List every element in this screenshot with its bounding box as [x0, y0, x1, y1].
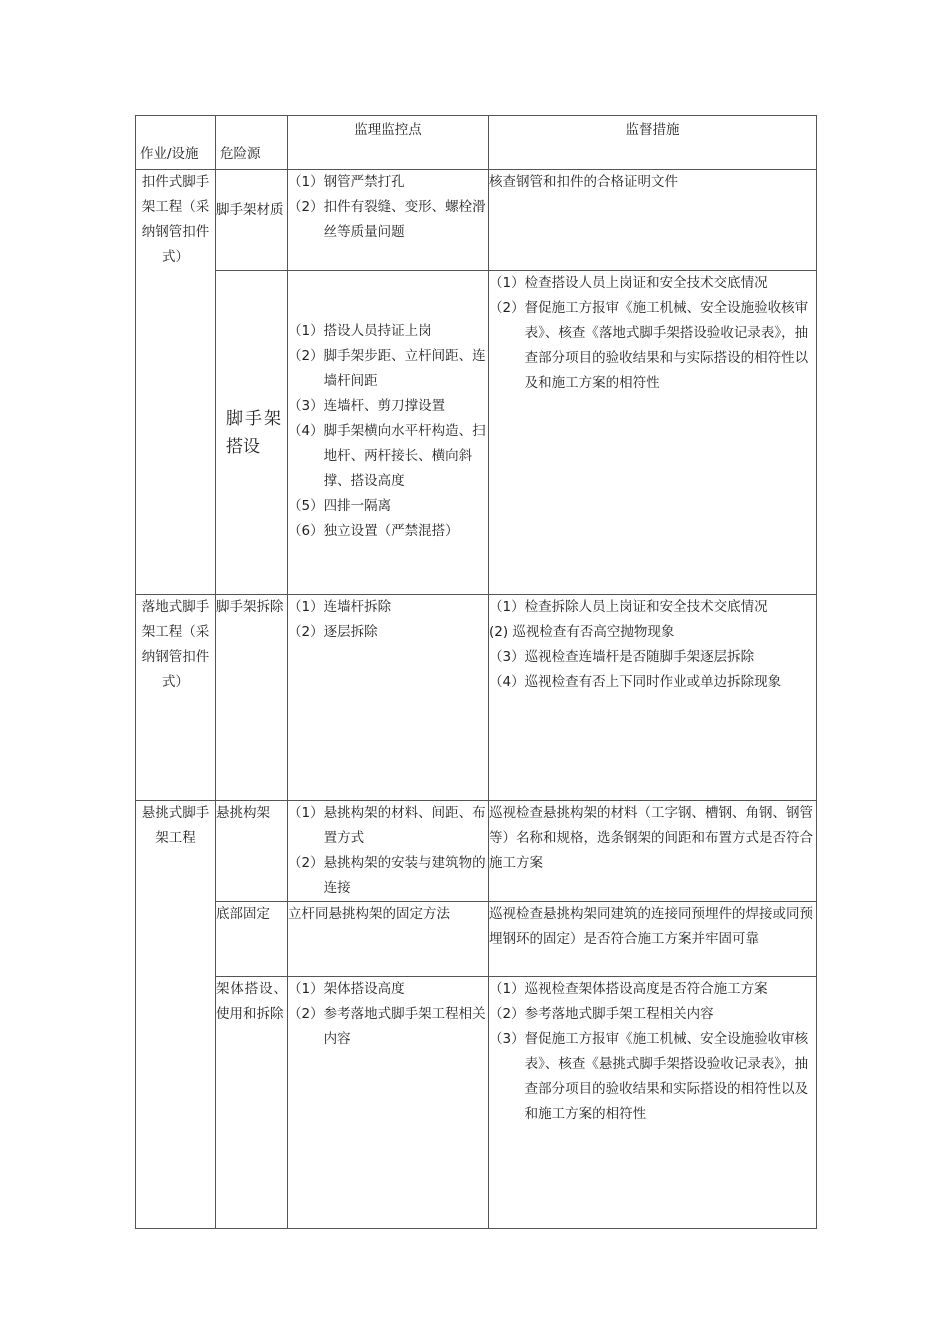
hazard-cell: 脚手架拆除 [216, 595, 288, 801]
list-item: （3） 督促施工方报审《施工机械、安全设施验收审核表》、核查《悬挑式脚手架搭设验收记录表》，抽查部分项目的验收结果和实际搭设的相符性以及和施工方案的相符性 [489, 1031, 809, 1122]
supervision-table [135, 115, 817, 1229]
category-cell: 扣件式脚手架工程（采纳钢管扣件式） [136, 170, 216, 595]
hazard-cell: 悬挑构架 [216, 801, 288, 902]
measures-cell [489, 902, 817, 977]
header-control-points: 监理监控点 [288, 116, 489, 170]
control-points-cell [288, 977, 489, 1229]
hazard-cell: 脚手架搭设 [216, 271, 288, 595]
list-item: （6） 独立设置（严禁混搭） [288, 523, 459, 539]
list-item: （2） 扣件有裂缝、变形、螺栓滑丝等质量问题 [288, 199, 486, 240]
measures-cell [489, 271, 817, 595]
category-cell: 悬挑式脚手架工程 [136, 801, 216, 1229]
hazard-cell: 脚手架材质 [216, 170, 288, 271]
header-measures: 监督措施 [489, 116, 817, 170]
measures-cell [489, 170, 817, 271]
control-points-cell [288, 595, 489, 801]
hazard-cell: 架体搭设、使用和拆除 [216, 977, 288, 1229]
list-item: （3） 连墙杆、剪刀撑设置 [288, 398, 446, 414]
list-item: （1） 检查拆除人员上岗证和安全技术交底情况 [489, 599, 768, 615]
list-item: （5） 四排一隔离 [288, 498, 392, 514]
list-item: （2） 参考落地式脚手架工程相关内容 [489, 1006, 714, 1022]
list-item: （2） 悬挑构架的安装与建筑物的连接 [288, 855, 486, 896]
measure-text: 核查钢管和扣件的合格证明文件 [489, 174, 678, 190]
list-item: （3） 巡视检查连墙杆是否随脚手架逐层拆除 [489, 649, 755, 665]
measure-text: 巡视检查悬挑构架同建筑的连接同预埋件的焊接或同预埋钢环的固定）是否符合施工方案并牢固可靠 [489, 906, 813, 947]
control-point-text: 立杆同悬挑构架的固定方法 [288, 906, 450, 922]
header-work-facility: 作业/设施 [136, 116, 216, 170]
list-item: （1） 连墙杆拆除 [288, 599, 392, 615]
list-item: （1） 悬挑构架的材料、间距、布置方式 [288, 805, 486, 846]
measure-text: 巡视检查悬挑构架的材料（工字钢、槽钢、角钢、钢管等）名称和规格，选条钢架的间距和布置方式是否符合施工方案 [489, 805, 813, 871]
control-points-cell [288, 271, 489, 595]
list-item: （1） 检查搭设人员上岗证和安全技术交底情况 [489, 275, 768, 291]
table-row [136, 170, 817, 271]
header-row [136, 116, 817, 170]
table-row [136, 271, 817, 595]
list-item: （4） 脚手架横向水平杆构造、扫地杆、两杆接长、横向斜撑、搭设高度 [288, 423, 486, 489]
table-row [136, 801, 817, 902]
table-row [136, 977, 817, 1229]
list-item: （1） 架体搭设高度 [288, 981, 405, 997]
list-item: （2） 参考落地式脚手架工程相关内容 [288, 1006, 486, 1047]
control-points-cell [288, 801, 489, 902]
list-item: (2) 巡视检查有否高空抛物现象 [489, 624, 675, 640]
header-hazard: 危险源 [216, 116, 288, 170]
list-item: （2） 逐层拆除 [288, 624, 378, 640]
category-cell: 落地式脚手架工程（采纳钢管扣件式） [136, 595, 216, 801]
table-row [136, 902, 817, 977]
hazard-cell: 底部固定 [216, 902, 288, 977]
list-item: （1） 巡视检查架体搭设高度是否符合施工方案 [489, 981, 768, 997]
measures-cell [489, 595, 817, 801]
table-row [136, 595, 817, 801]
control-points-cell [288, 170, 489, 271]
list-item: （1） 钢管严禁打孔 [288, 174, 405, 190]
measures-cell [489, 977, 817, 1229]
list-item: （2） 脚手架步距、立杆间距、连墙杆间距 [288, 348, 486, 389]
list-item: （4） 巡视检查有否上下同时作业或单边拆除现象 [489, 674, 782, 690]
control-points-cell [288, 902, 489, 977]
list-item: （1） 搭设人员持证上岗 [288, 323, 432, 339]
list-item: （2） 督促施工方报审《施工机械、安全设施验收核审表》、核查《落地式脚手架搭设验收记录表》，抽查部分项目的验收结果和与实际搭设的相符性以及和施工方案的相符性 [489, 300, 809, 391]
measures-cell [489, 801, 817, 902]
